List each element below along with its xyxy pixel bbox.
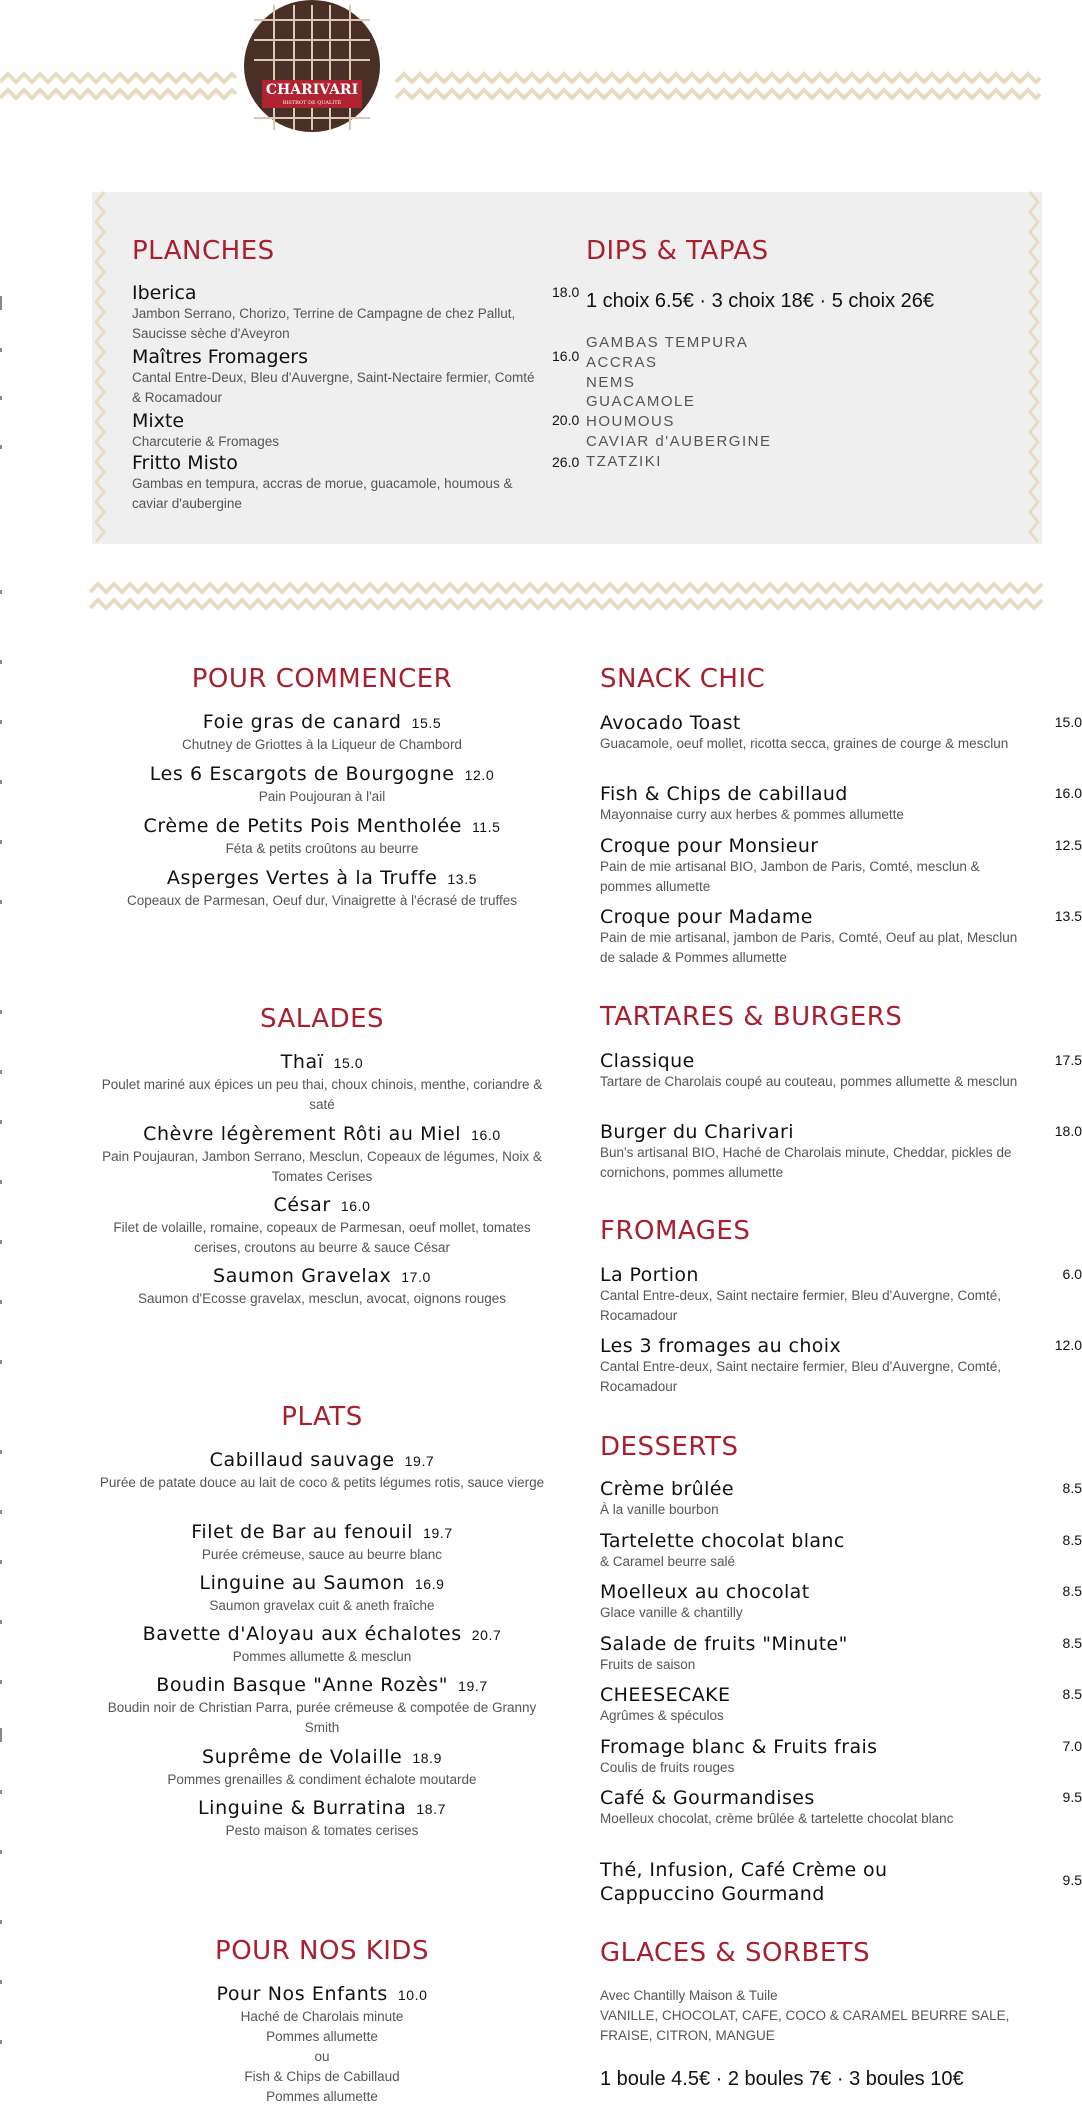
item-name: Café & Gourmandises — [600, 1787, 815, 1809]
list-item: HOUMOUS — [586, 413, 675, 431]
item-name: Iberica — [132, 282, 197, 304]
panel-border-right — [1024, 192, 1042, 544]
commencer-title: POUR COMMENCER — [191, 664, 453, 694]
dips-title: DIPS & TAPAS — [586, 236, 769, 266]
item-description: Purée de patate douce au lait de coco & petits légumes rotis, sauce vierge — [99, 1475, 545, 1490]
list-item: GUACAMOLE — [586, 393, 696, 411]
item-name: Crème brûlée — [600, 1478, 734, 1500]
item-price: 19.7 — [423, 1525, 453, 1541]
menu-item — [600, 1633, 1082, 1675]
item-name: Moelleux au chocolat — [600, 1581, 810, 1603]
item-name: Linguine & Burratina — [198, 1797, 407, 1819]
item-description: Glace vanille & chantilly — [600, 1605, 743, 1620]
item-name: Boudin Basque "Anne Rozès" — [156, 1674, 449, 1696]
item-name: Crème de Petits Pois Mentholée — [143, 815, 462, 837]
menu-item — [92, 1745, 552, 1790]
item-description: Jambon Serrano, Chorizo, Terrine de Campagne de chez Pallut, Saucisse sèche d'Aveyron — [132, 306, 516, 341]
item-price: 18.0 — [1054, 1123, 1082, 1139]
kids-menu — [92, 1982, 552, 2107]
item-description: & Caramel beurre salé — [600, 1554, 736, 1569]
item-description: Agrûmes & spéculos — [600, 1708, 724, 1723]
snack-title: SNACK CHIC — [600, 664, 766, 694]
item-description: Cantal Entre-deux, Saint nectaire fermier, Bleu d'Auvergne, Comté, Rocamadour — [600, 1288, 1002, 1323]
menu-item — [600, 712, 1082, 754]
glaces-title: GLACES & SORBETS — [600, 1938, 871, 1968]
item-price: 13.5 — [447, 871, 478, 887]
item-name: CHEESECAKE — [600, 1684, 731, 1706]
item-description: Pain de mie artisanal, jambon de Paris, Comté, Oeuf au plat, Mesclun de salade & Pommes allumette — [600, 930, 1018, 965]
item-price: 15.0 — [333, 1055, 364, 1071]
item-description: Saumon d'Ecosse gravelax, mesclun, avocat, oignons rouges — [137, 1291, 507, 1306]
menu-item — [600, 1530, 1082, 1572]
item-description: Pain de mie artisanal BIO, Jambon de Paris, Comté, mesclun & pommes allumette — [600, 859, 980, 894]
menu-item — [92, 710, 552, 755]
menu-item — [92, 814, 552, 859]
menu-item — [600, 1736, 1082, 1778]
item-price: 17.0 — [401, 1269, 431, 1285]
menu-item — [132, 346, 580, 408]
header-zigzag-left — [0, 70, 236, 106]
item-price: 16.0 — [1054, 785, 1082, 801]
item-price: 15.5 — [411, 715, 442, 731]
menu-item — [92, 1122, 552, 1187]
item-name: Cabillaud sauvage — [209, 1449, 395, 1471]
item-description: Moelleux chocolat, crème brûlée & tartelette chocolat blanc — [600, 1811, 954, 1826]
item-price: 11.5 — [471, 819, 501, 835]
item-price: 26.0 — [552, 454, 580, 470]
item-name: Avocado Toast — [600, 712, 741, 734]
menu-item — [600, 1121, 1082, 1183]
item-name: Saumon Gravelax — [213, 1265, 392, 1287]
item-price: 17.5 — [1054, 1052, 1082, 1068]
item-price: 10.0 — [397, 1987, 428, 2003]
item-price: 12.0 — [464, 767, 495, 783]
item-name: Fromage blanc & Fruits frais — [600, 1736, 878, 1758]
desserts-title: DESSERTS — [600, 1432, 739, 1462]
item-description: Cantal Entre-Deux, Bleu d'Auvergne, Saint-Nectaire fermier, Comté & Rocamadour — [132, 370, 535, 405]
tartares-title: TARTARES & BURGERS — [600, 1002, 903, 1032]
item-price: 12.5 — [1054, 837, 1082, 853]
dips-pricing: 1 choix 6.5€ · 3 choix 18€ · 5 choix 26€ — [586, 290, 934, 312]
item-name: Croque pour Monsieur — [600, 835, 819, 857]
item-description: Saumon gravelax cuit & aneth fraîche — [209, 1598, 435, 1613]
item-name: Foie gras de canard — [202, 711, 402, 733]
item-description: Tartare de Charolais coupé au couteau, pommes allumette & mesclun — [600, 1074, 1018, 1089]
item-name: Pour Nos Enfants — [216, 1983, 388, 2005]
item-name: Tartelette chocolat blanc — [600, 1530, 845, 1552]
item-name: Fish & Chips de cabillaud — [600, 783, 848, 805]
item-name: Classique — [600, 1050, 695, 1072]
item-price: 8.5 — [1062, 1480, 1082, 1496]
menu-item — [92, 1050, 552, 1115]
item-description: Filet de volaille, romaine, copeaux de Parmesan, oeuf mollet, tomates cerises, croutons au beurre & sauce César — [113, 1220, 531, 1255]
item-description: Guacamole, oeuf mollet, ricotta secca, graines de courge & mesclun — [600, 736, 1009, 751]
menu-item — [92, 762, 552, 807]
item-description: Coulis de fruits rouges — [600, 1760, 735, 1775]
edge-marks — [0, 0, 4, 2102]
item-description: Bun's artisanal BIO, Haché de Charolais minute, Cheddar, pickles de cornichons, pommes allumette — [600, 1145, 1012, 1180]
kids-line: Pommes allumette — [266, 2029, 378, 2044]
menu-item — [600, 1050, 1082, 1092]
menu-item — [132, 282, 580, 344]
item-price: 20.7 — [471, 1627, 502, 1643]
logo-name: CHARIVARI — [265, 82, 359, 98]
plats-title: PLATS — [281, 1402, 363, 1432]
menu-item — [600, 1478, 1082, 1520]
menu-item — [600, 1787, 1082, 1829]
item-description: Pesto maison & tomates cerises — [225, 1823, 419, 1838]
item-price: 19.7 — [404, 1453, 435, 1469]
menu-item — [600, 783, 1082, 825]
item-price: 8.5 — [1062, 1635, 1082, 1651]
planches-title: PLANCHES — [132, 236, 275, 266]
item-price: 9.5 — [1062, 1872, 1082, 1888]
item-description: Gambas en tempura, accras de morue, guacamole, houmous & caviar d'aubergine — [132, 476, 513, 511]
item-price: 8.5 — [1062, 1532, 1082, 1548]
menu-item — [92, 1520, 552, 1565]
item-description: Mayonnaise curry aux herbes & pommes allumette — [600, 807, 904, 822]
logo-tagline: BISTROT DE QUALITÉ — [282, 100, 342, 106]
menu-item — [600, 1858, 1082, 1906]
item-price: 6.0 — [1062, 1266, 1082, 1282]
item-name: César — [273, 1194, 331, 1216]
menu-item — [92, 1622, 552, 1667]
logo-banner — [262, 80, 362, 108]
item-description: Pommes allumette & mesclun — [232, 1649, 412, 1664]
kids-line: Fish & Chips de Cabillaud — [244, 2069, 400, 2084]
item-name: La Portion — [600, 1264, 699, 1286]
item-name: Salade de fruits "Minute" — [600, 1633, 848, 1655]
item-name: Les 3 fromages au choix — [600, 1335, 842, 1357]
kids-line: Pommes allumette — [266, 2089, 378, 2104]
item-description: Charcuterie & Fromages — [132, 434, 280, 449]
restaurant-logo — [244, 0, 380, 132]
menu-item — [600, 835, 1082, 897]
item-price: 16.9 — [414, 1576, 445, 1592]
menu-item — [132, 410, 580, 452]
item-price: 8.5 — [1062, 1686, 1082, 1702]
item-price: 16.0 — [552, 348, 580, 364]
menu-item — [132, 452, 580, 514]
item-description: Pain Poujouran à l'ail — [258, 789, 386, 804]
list-item: TZATZIKI — [586, 452, 662, 470]
item-name: Mixte — [132, 410, 185, 432]
menu-item — [92, 1571, 552, 1616]
item-price: 16.0 — [340, 1198, 371, 1214]
item-price: 8.5 — [1062, 1583, 1082, 1599]
item-price: 18.0 — [552, 284, 580, 300]
item-description: Boudin noir de Christian Parra, purée crémeuse & compotée de Granny Smith — [107, 1700, 537, 1735]
item-name: Fritto Misto — [132, 452, 238, 474]
kids-line: Haché de Charolais minute — [240, 2009, 404, 2024]
item-description: Pommes grenailles & condiment échalote moutarde — [167, 1772, 477, 1787]
item-description: Copeaux de Parmesan, Oeuf dur, Vinaigrette à l'écrasé de truffes — [126, 893, 518, 908]
glaces-subtitle: Avec Chantilly Maison & Tuile — [600, 1988, 778, 2003]
item-description: Cantal Entre-deux, Saint nectaire fermier, Bleu d'Auvergne, Comté, Rocamadour — [600, 1359, 1002, 1394]
item-price: 7.0 — [1062, 1738, 1082, 1754]
item-name: Bavette d'Aloyau aux échalotes — [142, 1623, 462, 1645]
item-name: Suprême de Volaille — [202, 1746, 403, 1768]
item-name: Thaï — [280, 1051, 324, 1073]
item-price: 12.0 — [1054, 1337, 1082, 1353]
menu-item — [600, 1264, 1082, 1326]
item-description: Féta & petits croûtons au beurre — [225, 841, 419, 856]
fromages-title: FROMAGES — [600, 1216, 751, 1246]
menu-item — [92, 1448, 552, 1493]
item-name: Chèvre légèrement Rôti au Miel — [143, 1123, 462, 1145]
item-price: 20.0 — [552, 412, 580, 428]
menu-item — [600, 1581, 1082, 1623]
list-item: CAVIAR d'AUBERGINE — [586, 432, 772, 450]
item-name: Croque pour Madame — [600, 906, 813, 928]
item-price: 19.7 — [458, 1678, 488, 1694]
menu-item — [92, 1673, 552, 1738]
menu-item — [600, 1684, 1082, 1726]
list-item: ACCRAS — [586, 353, 658, 371]
item-description: Chutney de Griottes à la Liqueur de Chambord — [182, 737, 462, 752]
item-price: 9.5 — [1062, 1789, 1082, 1805]
menu-item — [92, 1193, 552, 1258]
item-price: 18.9 — [412, 1750, 442, 1766]
item-description: Poulet mariné aux épices un peu thai, choux chinois, menthe, coriandre & saté — [101, 1077, 543, 1112]
header-zigzag-right — [396, 70, 1040, 106]
menu-item — [92, 1796, 552, 1841]
item-name: Thé, Infusion, Café Crème ou Cappuccino Gourmand — [600, 1859, 888, 1905]
menu-item — [92, 1264, 552, 1309]
item-price: 16.0 — [471, 1127, 501, 1143]
glaces-flavours: VANILLE, CHOCOLAT, CAFE, COCO & CARAMEL BEURRE SALE, FRAISE, CITRON, MANGUE — [600, 2008, 1010, 2043]
item-name: Linguine au Saumon — [199, 1572, 405, 1594]
item-name: Les 6 Escargots de Bourgogne — [149, 763, 455, 785]
list-item: NEMS — [586, 373, 636, 391]
kids-title: POUR NOS KIDS — [215, 1936, 429, 1966]
kids-line: ou — [314, 2049, 330, 2064]
item-description: À la vanille bourbon — [600, 1502, 719, 1517]
item-description: Pain Poujauran, Jambon Serrano, Mesclun, Copeaux de légumes, Noix & Tomates Cerises — [102, 1149, 542, 1184]
glaces-pricing: 1 boule 4.5€ · 2 boules 7€ · 3 boules 10€ — [600, 2068, 964, 2090]
item-description: Fruits de saison — [600, 1657, 696, 1672]
divider-zigzag — [90, 580, 1042, 616]
menu-item — [600, 906, 1082, 968]
glaces-description — [600, 1986, 1020, 2046]
list-item: GAMBAS TEMPURA — [586, 334, 749, 351]
item-description: Purée crémeuse, sauce au beurre blanc — [201, 1547, 443, 1562]
item-name: Filet de Bar au fenouil — [191, 1521, 414, 1543]
dips-list — [586, 333, 771, 472]
item-name: Asperges Vertes à la Truffe — [166, 867, 438, 889]
menu-item — [92, 866, 552, 911]
salades-title: SALADES — [259, 1004, 385, 1034]
item-price: 13.5 — [1054, 908, 1082, 924]
logo-facade-graphic — [244, 0, 380, 132]
item-price: 18.7 — [416, 1801, 446, 1817]
item-price: 15.0 — [1054, 714, 1082, 730]
panel-border-left — [92, 192, 110, 544]
menu-item — [600, 1335, 1082, 1397]
item-name: Burger du Charivari — [600, 1121, 794, 1143]
item-name: Maîtres Fromagers — [132, 346, 308, 368]
